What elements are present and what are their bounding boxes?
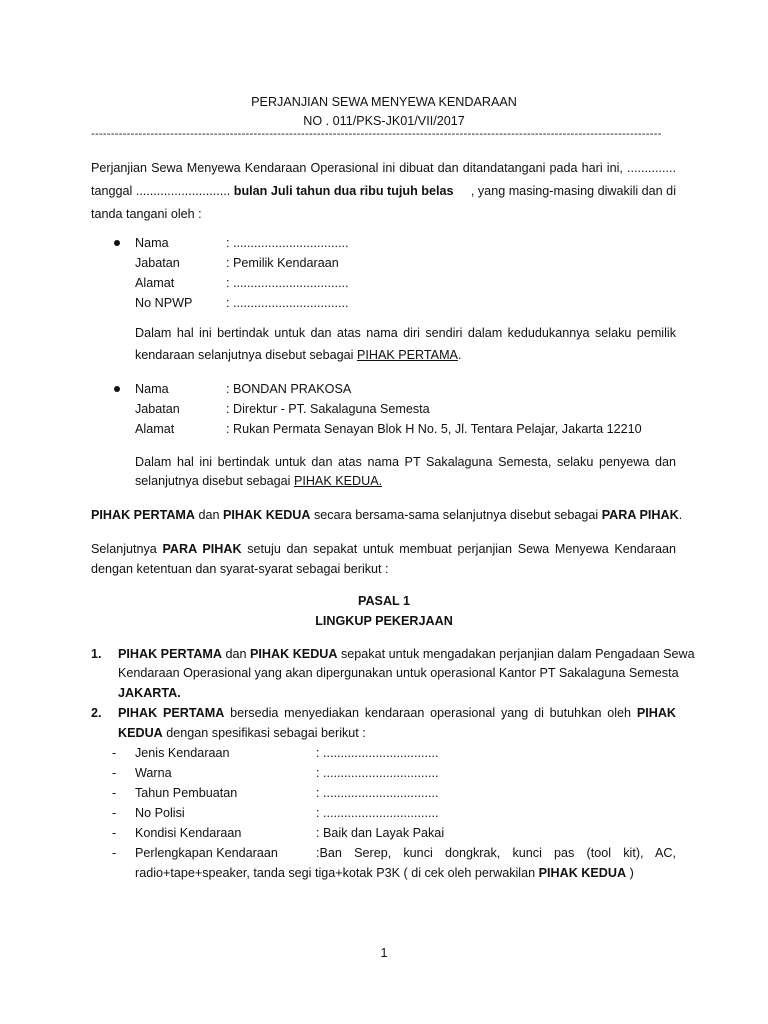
spec-dash: -	[112, 746, 117, 760]
spec-perlengkapan-line-2	[135, 866, 634, 880]
item-1-number: 1.	[91, 647, 102, 661]
spec-label-jenis: Jenis Kendaraan	[135, 746, 230, 760]
connector-text: secara bersama-sama selanjutnya disebut sebagai	[310, 508, 602, 522]
item-1-line-2: Kendaraan Operasional yang akan dipergunakan untuk operasional Kantor PT Sakalaguna Semesta	[118, 666, 679, 680]
spec-value-jenis: : .................................	[316, 746, 439, 760]
party2-alamat-value: : Rukan Permata Senayan Blok H No. 5, Jl. Tentara Pelajar, Jakarta 12210	[226, 422, 642, 436]
term-para-pihak: PARA PIHAK	[601, 508, 679, 522]
item-1-line-1	[118, 647, 695, 661]
spec-label-tahun: Tahun Pembuatan	[135, 786, 238, 800]
spec-value-kondisi: : Baik dan Layak Pakai	[316, 826, 445, 840]
spec-dash: -	[112, 846, 117, 860]
item-2-text: dengan spesifikasi sebagai berikut :	[162, 726, 366, 740]
party1-name-value: : .................................	[226, 236, 349, 250]
bullet-icon	[114, 240, 120, 246]
party1-name-label: Nama	[135, 236, 169, 250]
connector-text: dan	[222, 647, 251, 661]
party1-desc-text: kendaraan selanjutnya disebut sebagai	[135, 348, 357, 362]
party2-name-label: Nama	[135, 382, 169, 396]
party1-jabatan-value: : Pemilik Kendaraan	[226, 256, 339, 270]
spec-dash: -	[112, 766, 117, 780]
spec-label-perlengkapan: Perlengkapan Kendaraan	[135, 846, 278, 860]
agreement-text: Selanjutnya	[91, 542, 163, 556]
party2-desc-line-1: Dalam hal ini bertindak untuk dan atas nama PT Sakalaguna Semesta, selaku penyewa dan	[135, 455, 676, 469]
spec-dash: -	[112, 806, 117, 820]
perlengkapan-text: radio+tape+speaker, tanda segi tiga+kotak P3K ( di cek oleh perwakilan	[135, 866, 539, 880]
item-2-number: 2.	[91, 706, 102, 720]
intro-date-bold: bulan Juli tahun dua ribu tujuh belas	[233, 184, 454, 198]
party1-desc-line-1: Dalam hal ini bertindak untuk dan atas nama diri sendiri dalam kedudukannya selaku pemilik	[135, 326, 676, 340]
connector-text: dan	[195, 508, 224, 522]
spec-dash: -	[112, 826, 117, 840]
party2-jabatan-label: Jabatan	[135, 402, 180, 416]
party1-npwp-label: No NPWP	[135, 296, 193, 310]
spec-label-warna: Warna	[135, 766, 172, 780]
spec-value-warna: : .................................	[316, 766, 439, 780]
party2-name-value: : BONDAN PRAKOSA	[226, 382, 352, 396]
term-pihak-kedua: PIHAK KEDUA	[223, 508, 311, 522]
item-1-text: sepakat untuk mengadakan perjanjian dalam Pengadaan Sewa	[337, 647, 695, 661]
party2-role: PIHAK KEDUA.	[293, 474, 383, 488]
term-pihak-pertama: PIHAK PERTAMA	[118, 647, 223, 661]
agreement-text: setuju dan sepakat untuk membuat perjanjian Sewa Menyewa Kendaraan	[241, 542, 676, 556]
spec-value-tahun: : .................................	[316, 786, 439, 800]
intro-line-3: tanda tangani oleh :	[91, 207, 202, 221]
party1-desc-end: .	[457, 348, 462, 362]
party2-jabatan-value: : Direktur - PT. Sakalaguna Semesta	[226, 402, 430, 416]
party1-npwp-value: : .................................	[226, 296, 349, 310]
document-number: NO . 011/PKS-JK01/VII/2017	[303, 114, 465, 128]
perlengkapan-end: )	[626, 866, 634, 880]
spec-label-polisi: No Polisi	[135, 806, 185, 820]
bullet-icon	[114, 386, 120, 392]
party2-alamat-label: Alamat	[135, 422, 175, 436]
agreement-line-2: dengan ketentuan dan syarat-syarat sebagai berikut :	[91, 562, 389, 576]
party1-alamat-label: Alamat	[135, 276, 175, 290]
spec-value-polisi: : .................................	[316, 806, 439, 820]
spec-value-perlengkapan: :Ban Serep, kunci dongkrak, kunci pas (tool kit), AC,	[316, 846, 676, 860]
party2-desc-text: selanjutnya disebut sebagai	[135, 474, 294, 488]
item-2-line-1	[118, 706, 676, 720]
document-title: PERJANJIAN SEWA MENYEWA KENDARAAN	[251, 95, 517, 109]
term-pihak-pertama: PIHAK PERTAMA	[91, 508, 196, 522]
pasal-title: LINGKUP PEKERJAAN	[315, 614, 453, 628]
item-1-line-3: JAKARTA.	[118, 686, 181, 700]
party1-alamat-value: : .................................	[226, 276, 349, 290]
item-2-text: bersedia menyediakan kendaraan operasional yang di butuhkan oleh	[224, 706, 637, 720]
agreement-line-1	[91, 542, 676, 556]
term-pihak-kedua: PIHAK KEDUA	[250, 647, 338, 661]
item-2-line-2	[118, 726, 366, 740]
connector-text: .	[678, 508, 683, 522]
intro-line-1: Perjanjian Sewa Menyewa Kendaraan Operasional ini dibuat dan ditandatangani pada hari ini, ..............	[91, 161, 676, 175]
separator-line: ------------------------------------------------------------------------------------------------------------------------------------------------	[91, 128, 662, 140]
term-pihak-kedua: PIHAK KEDUA	[538, 866, 627, 880]
para-pihak-statement	[91, 508, 682, 522]
page-number: 1	[380, 946, 388, 960]
spec-label-kondisi: Kondisi Kendaraan	[135, 826, 242, 840]
term-para-pihak: PARA PIHAK	[162, 542, 242, 556]
pasal-number: PASAL 1	[357, 594, 411, 608]
intro-date-text: tanggal ...........................	[91, 184, 234, 198]
intro-date-tail: , yang masing-masing diwakili dan di	[470, 184, 676, 198]
party1-desc-line-2	[135, 348, 461, 362]
intro-line-2	[91, 184, 676, 198]
term-pihak: PIHAK	[636, 706, 677, 720]
term-pihak-pertama: PIHAK PERTAMA	[118, 706, 225, 720]
term-kedua: KEDUA	[118, 726, 163, 740]
spec-dash: -	[112, 786, 117, 800]
party1-role: PIHAK PERTAMA	[356, 348, 458, 362]
party2-desc-line-2	[135, 474, 382, 488]
party1-jabatan-label: Jabatan	[135, 256, 180, 270]
